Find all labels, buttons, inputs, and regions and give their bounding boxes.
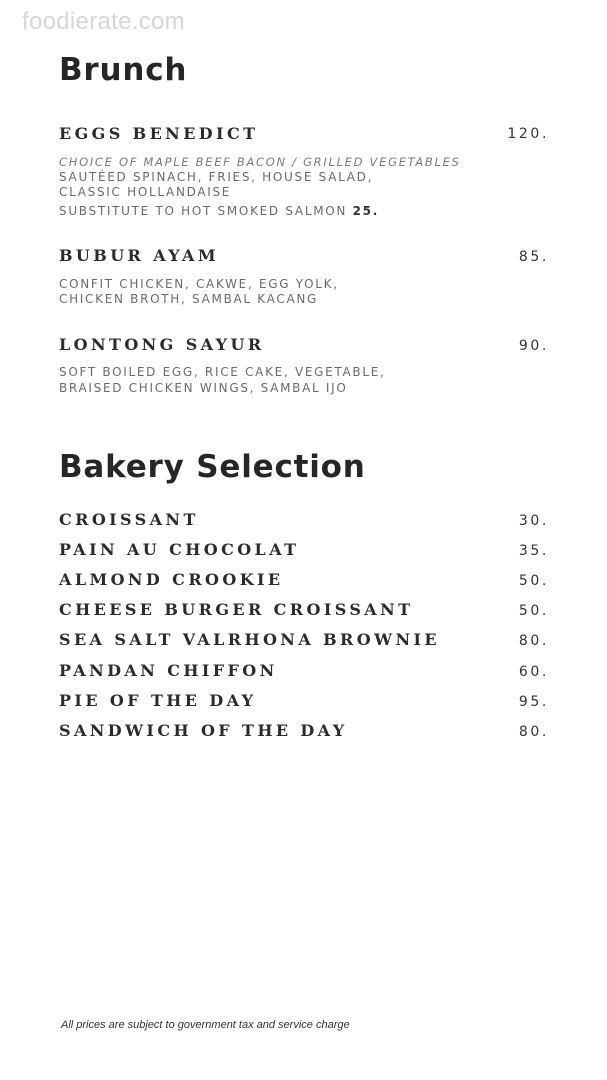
item-name: EGGS BENEDICT	[59, 124, 259, 143]
item-price: 95.	[518, 694, 549, 710]
substitute-price: 25.	[352, 204, 379, 218]
item-description-line: SOFT BOILED EGG, RICE CAKE, VEGETABLE,	[59, 365, 386, 379]
item-name: SEA SALT VALRHONA BROWNIE	[59, 630, 440, 649]
item-price: 60.	[518, 664, 549, 680]
item-price: 50.	[518, 603, 549, 619]
item-name: CROISSANT	[59, 510, 199, 529]
item-name: LONTONG SAYUR	[59, 335, 265, 354]
substitute-label: SUBSTITUTE TO HOT SMOKED SALMON	[59, 204, 348, 218]
watermark: foodierate.com	[22, 8, 185, 35]
item-substitute	[59, 204, 379, 219]
item-price: 85.	[518, 249, 549, 265]
item-price: 35.	[518, 543, 549, 559]
item-description-line: CHICKEN BROTH, SAMBAL KACANG	[59, 292, 319, 306]
item-option: CHOICE OF MAPLE BEEF BACON / GRILLED VEGETABLES	[59, 155, 461, 169]
item-name: SANDWICH OF THE DAY	[59, 721, 348, 740]
item-price: 80.	[518, 724, 549, 740]
item-description-line: SAUTÉED SPINACH, FRIES, HOUSE SALAD,	[59, 170, 374, 184]
item-name: CHEESE BURGER CROISSANT	[59, 600, 414, 619]
footer-note: All prices are subject to government tax and service charge	[61, 1019, 350, 1031]
item-price: 50.	[518, 573, 549, 589]
item-name: PAIN AU CHOCOLAT	[59, 540, 300, 559]
item-price: 120.	[507, 126, 549, 142]
item-description-line: BRAISED CHICKEN WINGS, SAMBAL IJO	[59, 381, 348, 395]
brunch-section-title: Brunch	[59, 52, 188, 88]
item-price: 30.	[518, 513, 549, 529]
item-price: 80.	[518, 633, 549, 649]
item-name: BUBUR AYAM	[59, 246, 219, 265]
item-description-line: CLASSIC HOLLANDAISE	[59, 185, 232, 199]
item-name: PIE OF THE DAY	[59, 691, 257, 710]
item-name: PANDAN CHIFFON	[59, 661, 278, 680]
item-name: ALMOND CROOKIE	[59, 570, 284, 589]
item-price: 90.	[518, 338, 549, 354]
item-description-line: CONFIT CHICKEN, CAKWE, EGG YOLK,	[59, 277, 339, 291]
bakery-section-title: Bakery Selection	[59, 449, 366, 485]
